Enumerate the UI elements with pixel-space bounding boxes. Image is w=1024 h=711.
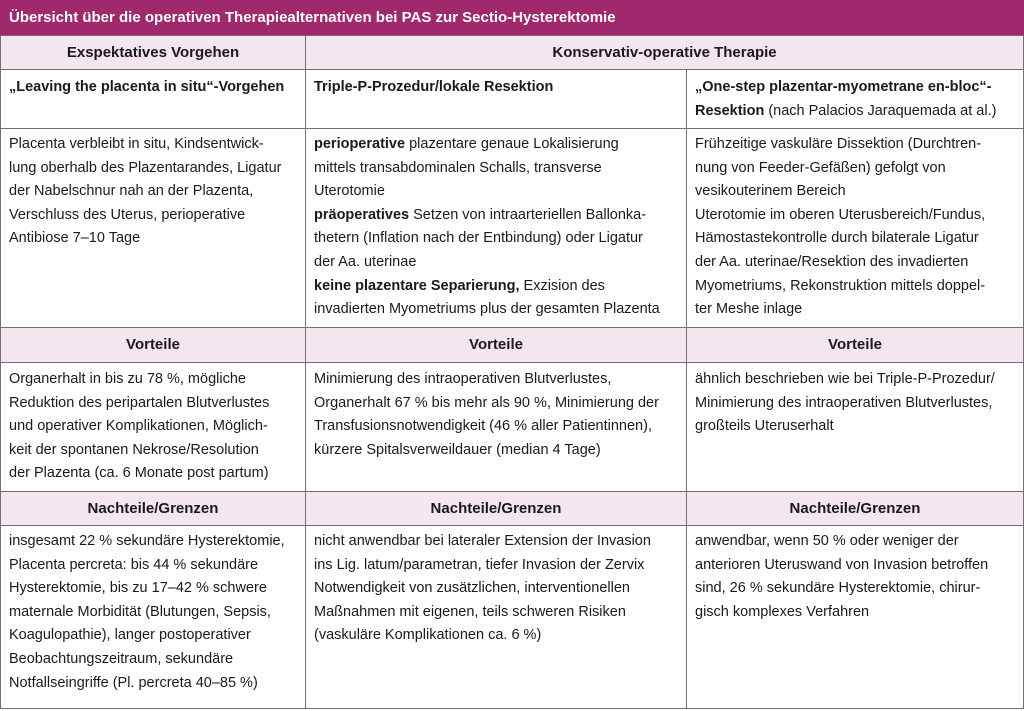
- divider: [0, 525, 1024, 526]
- divider: [0, 69, 1024, 70]
- table-title: Übersicht über die operativen Therapiealternativen bei PAS zur Sectio-Hysterektomie: [0, 0, 1024, 35]
- description-triple-p: [314, 133, 660, 322]
- text-line: Beobachtungszeitraum, sekundäre: [9, 650, 234, 667]
- text-line: ins Lig. latum/parametran, tiefer Invasion der Zervix: [314, 556, 645, 573]
- text-fragment: plazentare genaue Lokalisierung: [405, 136, 619, 152]
- text-line: Uterotomie im oberen Uterusbereich/Fundus,: [695, 206, 986, 223]
- disadvantages-expectative: [9, 530, 285, 695]
- text-line: Transfusionsnotwendigkeit (46 % aller Patientinnen),: [314, 418, 652, 435]
- method-one-step: [695, 76, 996, 123]
- text-line: lung oberhalb des Plazentarandes, Ligatur: [9, 159, 282, 176]
- method-one-step-line2: [695, 100, 996, 124]
- advantages-header-col1: Vorteile: [126, 336, 180, 353]
- disadvantages-header-col1: Nachteile/Grenzen: [87, 500, 219, 517]
- method-one-step-line1: „One-step plazentar-myometrane en-bloc“-: [695, 79, 992, 95]
- description-expectative: [9, 133, 281, 251]
- text-line: ähnlich beschrieben wie bei Triple-P-Prozedur/: [695, 371, 995, 387]
- text-line: anwendbar, wenn 50 % oder weniger der: [695, 533, 959, 549]
- method-one-step-citation: (nach Palacios Jaraquemada at al.): [764, 102, 997, 119]
- text-line: anterioren Uteruswand von Invasion betroffen: [695, 556, 989, 573]
- text-fragment: Exzision des: [519, 277, 605, 294]
- text-line: Minimierung des intraoperativen Blutverlustes,: [314, 371, 612, 387]
- disadvantages-header-col3: Nachteile/Grenzen: [789, 500, 921, 517]
- text-line: Verschluss des Uterus, perioperative: [9, 206, 246, 223]
- text-line: mittels transabdominalen Schalls, transverse: [314, 159, 602, 176]
- text-line: insgesamt 22 % sekundäre Hysterektomie,: [9, 533, 285, 549]
- text-line: [314, 133, 660, 157]
- text-line: und operativer Komplikationen, Möglich-: [9, 418, 268, 435]
- text-line: der Nabelschnur nah an der Plazenta,: [9, 183, 254, 200]
- method-leaving-in-situ: „Leaving the placenta in situ“-Vorgehen: [9, 79, 285, 95]
- text-line: nung von Feeder-Gefäßen) gefolgt von: [695, 159, 946, 176]
- divider: [686, 69, 687, 708]
- column-header-conservative: Konservativ-operative Therapie: [552, 44, 777, 61]
- text-line: Hämostastekontrolle durch bilaterale Ligatur: [695, 230, 979, 247]
- advantages-one-step: [695, 368, 995, 439]
- text-line: Hysterektomie, bis zu 17–42 % schwere: [9, 580, 267, 597]
- text-line: Minimierung des intraoperativen Blutverlustes,: [695, 394, 993, 411]
- text-line: [314, 204, 660, 228]
- text-line: Organerhalt in bis zu 78 %, mögliche: [9, 371, 246, 387]
- method-one-step-resektion: Resektion: [695, 102, 765, 119]
- description-one-step: [695, 133, 985, 322]
- text-line: Notfallseingriffe (Pl. percreta 40–85 %): [9, 674, 258, 691]
- text-line: Organerhalt 67 % bis mehr als 90 %, Minimierung der: [314, 394, 659, 411]
- text-line: keit der spontanen Nekrose/Resolution: [9, 441, 259, 458]
- disadvantages-header-col2: Nachteile/Grenzen: [430, 500, 562, 517]
- column-header-expectative: Exspektatives Vorgehen: [66, 44, 240, 61]
- text-line: Uterotomie: [314, 183, 385, 200]
- text-line: ter Meshe inlage: [695, 301, 803, 318]
- keyword-no-separation: keine plazentare Separierung,: [314, 277, 520, 294]
- disadvantages-one-step: [695, 530, 988, 624]
- text-line: Myometriums, Rekonstruktion mittels doppel-: [695, 277, 986, 294]
- text-line: Koagulopathie), langer postoperativer: [9, 627, 251, 644]
- divider: [0, 128, 1024, 129]
- text-line: Maßnahmen mit eigenen, teils schweren Risiken: [314, 603, 626, 620]
- divider: [0, 362, 1024, 363]
- text-fragment: Setzen von intraarteriellen Ballonka-: [409, 206, 647, 223]
- text-line: vesikouterinem Bereich: [695, 183, 846, 200]
- text-line: gisch komplexes Verfahren: [695, 603, 870, 620]
- text-line: thetern (Inflation nach der Entbindung) oder Ligatur: [314, 230, 643, 247]
- advantages-triple-p: [314, 368, 659, 462]
- advantages-expectative: [9, 368, 269, 486]
- divider: [0, 35, 1, 708]
- text-line: der Aa. uterinae: [314, 253, 417, 270]
- text-line: maternale Morbidität (Blutungen, Sepsis,: [9, 603, 271, 620]
- divider: [0, 708, 1024, 709]
- text-line: (vaskuläre Komplikationen ca. 6 %): [314, 627, 542, 644]
- text-line: Notwendigkeit von zusätzlichen, interventionellen: [314, 580, 630, 597]
- keyword-preoperative: präoperatives: [314, 206, 410, 223]
- text-line: großteils Uteruserhalt: [695, 418, 834, 435]
- keyword-perioperative: perioperative: [314, 136, 406, 152]
- text-line: sind, 26 % sekundäre Hysterektomie, chirur-: [695, 580, 981, 597]
- text-line: [314, 275, 660, 299]
- text-line: invadierten Myometriums plus der gesamten Plazenta: [314, 301, 660, 318]
- text-line: Frühzeitige vaskuläre Dissektion (Durchtren-: [695, 136, 982, 152]
- text-line: Placenta percreta: bis 44 % sekundäre: [9, 556, 259, 573]
- text-line: Placenta verbleibt in situ, Kindsentwick-: [9, 136, 264, 152]
- divider: [305, 35, 306, 708]
- method-triple-p: Triple-P-Prozedur/lokale Resektion: [314, 79, 554, 95]
- text-line: der Aa. uterinae/Resektion des invadierten: [695, 253, 969, 270]
- advantages-header-col3: Vorteile: [828, 336, 882, 353]
- text-line: Antibiose 7–10 Tage: [9, 230, 141, 247]
- advantages-header-col2: Vorteile: [469, 336, 523, 353]
- text-line: nicht anwendbar bei lateraler Extension der Invasion: [314, 533, 651, 549]
- text-line: kürzere Spitalsverweildauer (median 4 Tage): [314, 441, 601, 458]
- text-line: der Plazenta (ca. 6 Monate post partum): [9, 465, 269, 482]
- text-line: Reduktion des peripartalen Blutverlustes: [9, 394, 270, 411]
- disadvantages-triple-p: [314, 530, 651, 648]
